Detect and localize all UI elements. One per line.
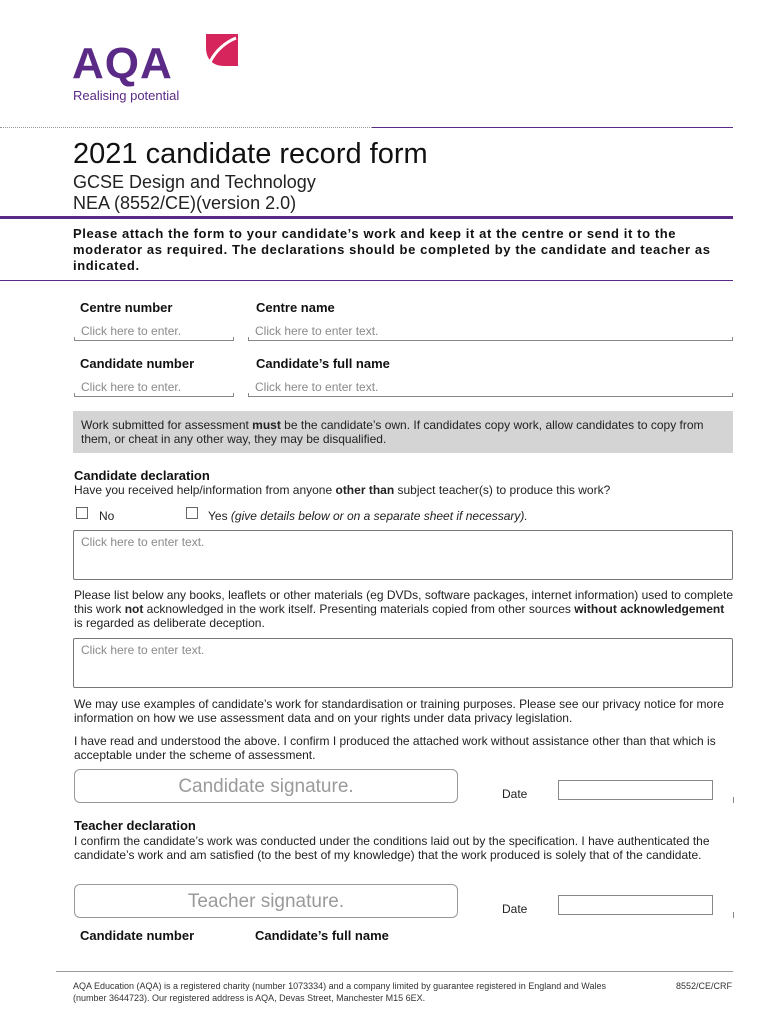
candidate-date-label: Date bbox=[502, 787, 528, 801]
teacher-date-label: Date bbox=[502, 902, 528, 916]
warning-text-start: Work submitted for assessment bbox=[81, 418, 253, 432]
privacy-notice: We may use examples of candidate’s work for standardisation or training purposes. Please see our privacy notice for more information on how we use assessment data and on your rights under data privacy legislation. bbox=[74, 697, 724, 725]
help-question bbox=[74, 483, 734, 497]
materials-instructions bbox=[74, 588, 734, 630]
candidate-confirmation: I have read and understood the above. I confirm I produced the attached work without assistance other than that which is acceptable under the scheme of assessment. bbox=[74, 734, 716, 762]
centre-name-placeholder: Click here to enter text. bbox=[255, 324, 379, 338]
materials-text-1: Please list below any books, leaflets or other materials (eg DVDs, software packages, internet information) used to complete this work bbox=[74, 588, 733, 616]
footer-divider bbox=[56, 971, 733, 972]
help-question-start: Have you received help/information from anyone bbox=[74, 483, 336, 497]
subject-title: GCSE Design and Technology bbox=[73, 172, 316, 192]
header-divider bbox=[372, 127, 733, 128]
logo-tagline: Realising potential bbox=[73, 88, 180, 103]
candidate-date-field[interactable] bbox=[558, 780, 713, 800]
centre-name-field[interactable] bbox=[248, 321, 733, 341]
warning-text-end: be the candidate’s own. If candidates copy work, allow candidates to copy from them, or cheat in any other way, they may be disqualified. bbox=[81, 418, 704, 446]
help-details-textbox[interactable] bbox=[73, 530, 733, 580]
teacher-signature-field[interactable] bbox=[74, 884, 458, 918]
no-checkbox[interactable] bbox=[76, 507, 88, 519]
logo-swoosh-icon bbox=[202, 32, 242, 72]
candidate-name-field[interactable] bbox=[248, 377, 733, 397]
teacher-date-tick bbox=[733, 912, 734, 918]
materials-placeholder: Click here to enter text. bbox=[81, 643, 205, 657]
no-checkbox-label: No bbox=[99, 509, 115, 523]
materials-text-bold-1: not bbox=[124, 602, 144, 616]
help-details-placeholder: Click here to enter text. bbox=[81, 535, 205, 549]
specification-code: NEA (8552/CE)(version 2.0) bbox=[73, 193, 297, 213]
bottom-candidate-name-label: Candidate’s full name bbox=[255, 928, 389, 943]
materials-text-3: is regarded as deliberate deception. bbox=[74, 616, 265, 630]
candidate-signature-placeholder: Candidate signature. bbox=[178, 776, 354, 797]
yes-checkbox-label bbox=[208, 509, 528, 523]
materials-text-2: acknowledged in the work itself. Presenting materials copied from other sources bbox=[143, 602, 575, 616]
warning-text-emphasis: must bbox=[252, 418, 281, 432]
candidate-number-field[interactable] bbox=[74, 377, 234, 397]
candidate-date-tick bbox=[733, 797, 734, 803]
yes-checkbox[interactable] bbox=[186, 507, 198, 519]
aqa-logo bbox=[72, 32, 242, 107]
teacher-date-field[interactable] bbox=[558, 895, 713, 915]
footer-legal-text: AQA Education (AQA) is a registered charity (number 1073334) and a company limited by guarantee registered in England and Wales (number 3644723). Our registered address is AQA, Devas Street, Manchester M15 6EX. bbox=[73, 981, 606, 1003]
candidate-declaration-title: Candidate declaration bbox=[74, 468, 210, 483]
logo-wordmark: AQA bbox=[72, 39, 173, 88]
footer-form-code: 8552/CE/CRF bbox=[676, 981, 733, 991]
help-question-end: subject teacher(s) to produce this work? bbox=[394, 483, 611, 497]
page-title: 2021 candidate record form bbox=[73, 138, 428, 170]
teacher-declaration-title: Teacher declaration bbox=[74, 818, 196, 833]
centre-name-label: Centre name bbox=[256, 300, 335, 315]
yes-label-note: (give details below or on a separate sheet if necessary). bbox=[230, 509, 528, 523]
candidate-number-label: Candidate number bbox=[80, 356, 195, 371]
centre-number-field[interactable] bbox=[74, 321, 234, 341]
instructions-divider bbox=[0, 280, 733, 281]
header-dotted-divider bbox=[0, 127, 372, 128]
candidate-name-label: Candidate’s full name bbox=[256, 356, 390, 371]
help-question-emphasis: other than bbox=[335, 483, 395, 497]
materials-textbox[interactable] bbox=[73, 638, 733, 688]
warning-notice bbox=[73, 411, 733, 453]
materials-text-bold-2: without acknowledgement bbox=[574, 602, 725, 616]
title-divider bbox=[0, 216, 733, 219]
teacher-declaration-text: I confirm the candidate’s work was conducted under the conditions laid out by the specification. I have authenticated the candidate’s work and am satisfied (to the best of my knowledge) that the work produced is solely that of the candidate. bbox=[74, 834, 710, 862]
instructions-text: Please attach the form to your candidate’s work and keep it at the centre or send it to the moderator as required. The declarations should be completed by the candidate and teacher as indicated. bbox=[73, 226, 711, 273]
candidate-signature-field[interactable] bbox=[74, 769, 458, 803]
centre-number-label: Centre number bbox=[80, 300, 173, 315]
candidate-number-placeholder: Click here to enter. bbox=[81, 380, 182, 394]
candidate-name-placeholder: Click here to enter text. bbox=[255, 380, 379, 394]
centre-number-placeholder: Click here to enter. bbox=[81, 324, 182, 338]
yes-label-text: Yes bbox=[208, 509, 228, 523]
bottom-candidate-number-label: Candidate number bbox=[80, 928, 195, 943]
teacher-signature-placeholder: Teacher signature. bbox=[187, 891, 345, 912]
